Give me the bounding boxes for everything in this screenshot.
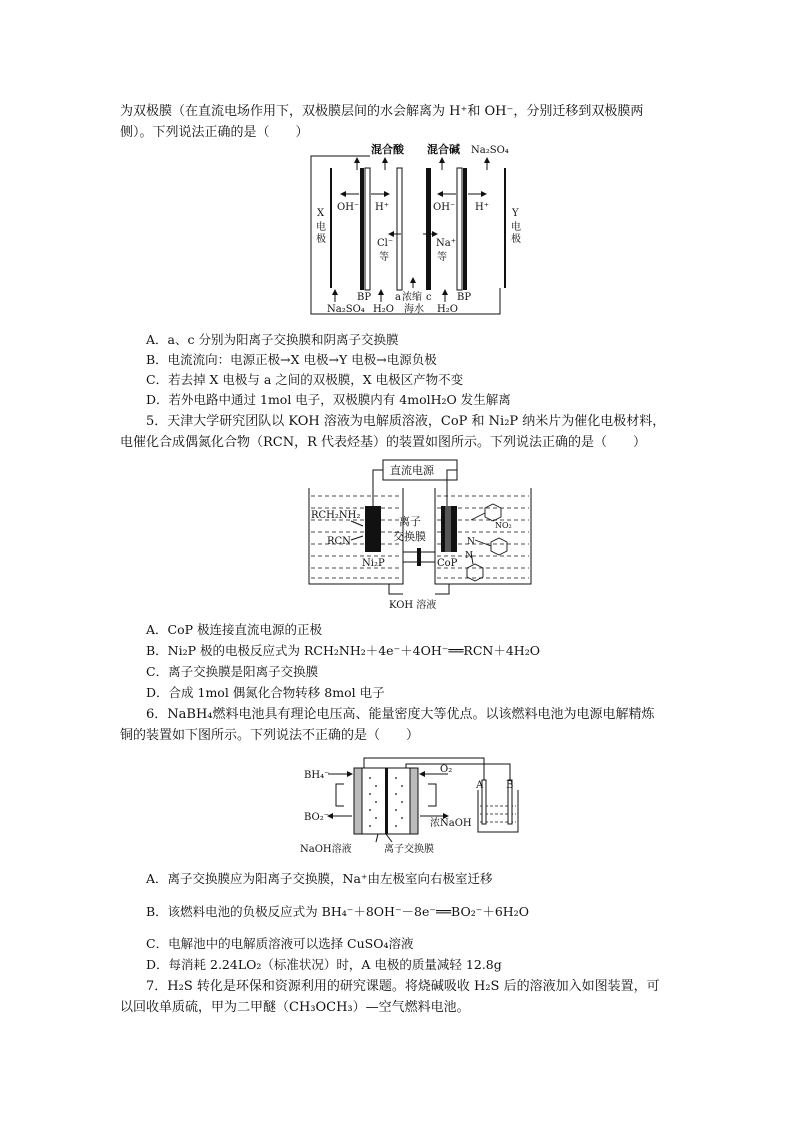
h-label-2: H⁺ [475,202,489,213]
q6-line-2: 铜的装置如下图所示。下列说法不正确的是（ ） [120,728,420,743]
q4-option-a: A．a、c 分别为阳离子交换膜和阴离子交换膜 [146,332,399,347]
naoh-solution-label: NaOH溶液 [300,844,352,855]
oh-label-2: OH⁻ [433,202,456,213]
q6-option-a: A．离子交换膜应为阳离子交换膜，Na⁺由左极室向右极室迁移 [146,871,493,886]
q4-option-d: D．若外电路中通过 1mol 电子，双极膜内有 4molH₂O 发生解离 [146,392,511,407]
membrane-c [426,168,431,290]
na2so4-bottom-label: Na₂SO₄ [327,304,365,315]
bh4-label: BH₄⁻ [304,770,330,781]
q5-diagram [305,456,535,614]
haishui-label: 海水 [404,304,424,315]
y-electrode-label-2: 电 [511,222,521,233]
h2o-label-1: H₂O [373,304,394,315]
bp-label-2: BP [457,292,472,303]
rcn-label: RCN [327,536,351,547]
o2-label: O₂ [440,764,453,775]
membrane-label-1: 离子 [399,515,421,528]
q4-option-b: B．电流流向：电源正极→X 电极→Y 电极→电源负极 [146,352,437,367]
q4-intro-line-1: 为双极膜（在直流电场作用下，双极膜层间的水会解离为 H⁺和 OH⁻，分别迁移到双极膜两 [120,104,644,119]
q5-option-b: B．Ni₂P 极的电极反应式为 RCH₂NH₂＋4e⁻＋4OH⁻══RCN＋4H₂O [146,643,540,658]
svg-text:N: N [465,551,473,561]
q4-intro-line-2: 侧）。下列说法正确的是（ ） [120,125,309,140]
q4-diagram [305,138,535,318]
external-circuit-top [311,156,370,170]
q6-diagram [300,750,530,858]
q5-line-1: 5．天津大学研究团队以 KOH 溶液为电解质溶液，CoP 和 Ni₂P 纳米片为催化电极材料， [146,414,666,429]
na-label: Na⁺ [436,238,456,249]
na2so4-top-label: Na₂SO₄ [471,145,509,156]
y-electrode-label-3: 极 [511,234,521,245]
nongsuo-label: 浓缩 [402,292,422,303]
x-electrode-label-3: 极 [316,234,326,245]
q5-option-d: D．合成 1mol 偶氮化合物转移 8mol 电子 [146,685,385,700]
cop-label: CoP [437,558,458,569]
cl-label: Cl⁻ [377,238,394,249]
q7-line-1: 7．H₂S 转化是环保和资源利用的研究课题。将烧碱吸收 H₂S 后的溶液加入如图装置，可 [146,979,660,994]
benzene-ring-2 [491,538,507,555]
c-label: c [426,292,432,303]
cl-etc-label: 等 [379,252,389,263]
oh-label-1: OH⁻ [337,202,360,213]
koh-label: KOH 溶液 [389,600,437,611]
y-electrode-label-1: Y [512,208,519,219]
q6-option-c: C．电解池中的电解质溶液可以选择 CuSO₄溶液 [146,936,414,951]
conc-naoh-label: 浓NaOH [430,818,472,829]
bp-label-1: BP [357,292,372,303]
ion-exchange-membrane-label: 离子交换膜 [384,844,434,855]
electrode-a-label: A [476,780,484,791]
bipolar-membrane-2 [457,168,462,290]
ion-exchange-membrane [417,548,421,566]
left-tank [309,488,403,584]
svg-text:N: N [467,537,475,547]
q6-option-b: B．该燃料电池的负极反应式为 BH₄⁻＋8OH⁻－8e⁻══BO₂⁻＋6H₂O [146,904,529,919]
electrode-b-label: B [506,780,514,791]
x-electrode-label-1: X [317,208,325,219]
wire-b [406,764,510,780]
x-electrode-label-2: 电 [316,222,326,233]
rch2nh2-label: RCH₂NH₂ [311,510,361,521]
q5-option-a: A．CoP 极连接直流电源的正极 [146,622,323,637]
h2o-label-2: H₂O [437,304,458,315]
bipolar-membrane-1 [360,168,364,290]
benzene-ring-1 [485,504,501,521]
fuel-cell-membrane [385,768,388,834]
q4-option-c: C．若去掉 X 电极与 a 之间的双极膜，X 电极区产物不变 [146,372,464,387]
power-supply-label: 直流电源 [390,464,434,477]
q7-line-2: 以回收单质硫，甲为二甲醚（CH₃OCH₃）—空气燃料电池。 [120,1000,470,1015]
no2-label: NO₂ [495,521,512,530]
h-label-1: H⁺ [375,202,389,213]
ni2p-label: Ni₂P [362,558,385,569]
bo2-label: BO₂⁻ [304,812,330,823]
membrane-label-2: 交换膜 [393,530,426,543]
a-label: a [395,292,401,303]
q5-option-c: C．离子交换膜是阳离子交换膜 [146,664,319,679]
membrane-a [397,168,402,290]
q5-line-2: 电催化合成偶氮化合物（RCN，R 代表烃基）的装置如图所示。下列说法正确的是（ ） [120,435,647,450]
q6-option-d: D．每消耗 2.24LO₂（标准状况）时，A 电极的质量减轻 12.8g [146,957,502,972]
mixed-acid-label: 混合酸 [371,143,404,156]
na-etc-label: 等 [437,252,447,263]
mixed-base-label: 混合碱 [427,143,460,156]
ni2p-electrode [365,506,381,552]
q6-line-1: 6．NaBH₄燃料电池具有理论电压高、能量密度大等优点。以该燃料电池为电源电解精炼 [146,707,655,722]
benzene-ring-3 [467,564,483,581]
